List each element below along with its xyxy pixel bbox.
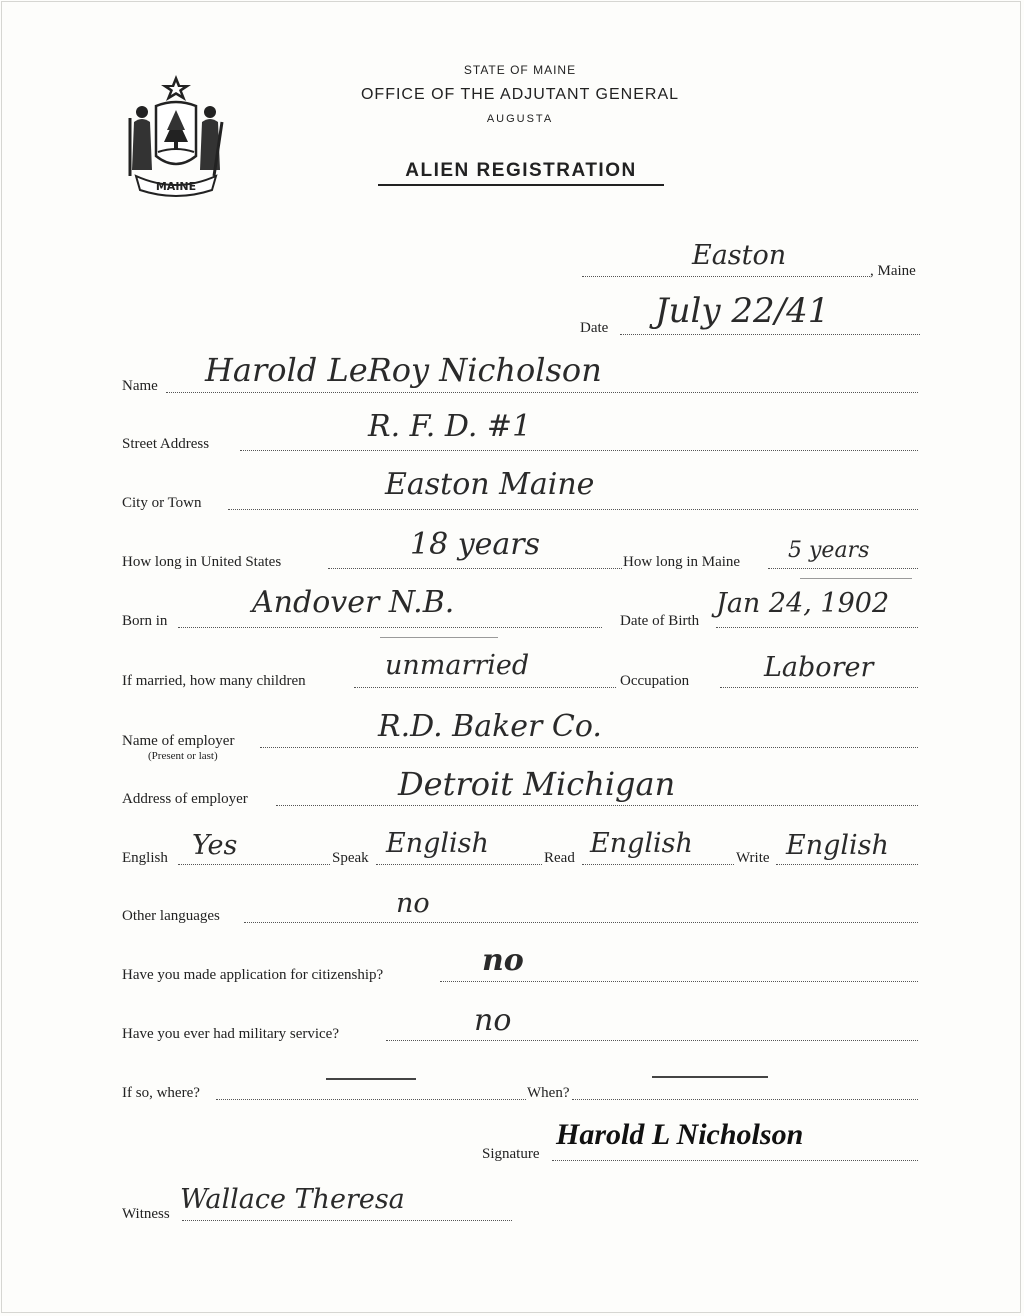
street-entry: R. F. D. #1 [368,409,532,444]
employer-note: (Present or last) [148,750,218,762]
when-dash [652,1076,768,1078]
speak-line [376,864,542,865]
where-dash [326,1078,416,1080]
military-entry: no [474,1003,512,1038]
city-line [228,509,918,510]
employer-label: Name of employer [122,733,235,749]
occupation-entry: Laborer [764,652,874,683]
english-line [178,864,330,865]
where-label: If so, where? [122,1085,200,1101]
employer-line [260,747,918,748]
military-label: Have you ever had military service? [122,1026,339,1042]
witness-entry: Wallace Theresa [180,1184,405,1215]
years-maine-entry: 5 years [788,538,870,563]
write-label: Write [736,850,770,866]
pencil-mark [380,637,498,638]
born-line [178,627,602,628]
born-label: Born in [122,613,168,629]
years-us-entry: 18 years [410,527,541,562]
years-us-label: How long in United States [122,554,282,570]
signature-line [552,1160,918,1161]
date-entry: July 22/41 [655,291,830,331]
other-languages-entry: no [396,888,430,919]
witness-label: Witness [122,1206,170,1222]
date-line [620,334,920,335]
maine-label: , Maine [870,263,916,279]
when-line [572,1099,918,1100]
name-line [166,392,918,393]
where-line [216,1099,526,1100]
employer-address-line [276,805,918,806]
signature-label: Signature [482,1146,540,1162]
name-entry: Harold LeRoy Nicholson [205,351,602,389]
employer-address-entry: Detroit Michigan [398,765,676,803]
header-office: OFFICE OF THE ADJUTANT GENERAL [360,86,680,103]
citizenship-line [440,981,918,982]
town-entry: Easton [692,240,787,271]
employer-entry: R.D. Baker Co. [378,709,602,744]
street-line [240,450,918,451]
dob-entry: Jan 24, 1902 [716,588,890,619]
citizenship-entry: no [482,943,524,978]
city-entry: Easton Maine [385,467,595,502]
speak-label: Speak [332,850,369,866]
born-entry: Andover N.B. [252,585,455,620]
other-languages-line [244,922,918,923]
citizenship-label: Have you made application for citizenship? [122,967,384,983]
read-line [582,864,734,865]
street-label: Street Address [122,436,210,452]
years-maine-label: How long in Maine [623,554,741,570]
header-city: AUGUSTA [486,113,554,125]
english-label: English [122,850,168,866]
occupation-line [720,687,918,688]
read-label: Read [544,850,575,866]
header-state: STATE OF MAINE [463,63,577,77]
write-entry: English [786,830,889,861]
dob-label: Date of Birth [620,613,700,629]
years-us-line [328,568,622,569]
occupation-label: Occupation [620,673,690,689]
town-line [582,276,870,277]
military-line [386,1040,918,1041]
when-label: When? [527,1085,570,1101]
name-label: Name [122,378,158,394]
pencil-mark [800,578,912,579]
dob-line [716,627,918,628]
write-line [776,864,918,865]
signature-entry: Harold L Nicholson [556,1118,804,1151]
read-entry: English [590,828,693,859]
children-label: If married, how many children [122,673,306,689]
other-languages-label: Other languages [122,908,220,924]
city-label: City or Town [122,495,202,511]
maine-seal-icon [122,72,230,200]
seal-banner-text: MAINE [155,180,197,193]
form-title: ALIEN REGISTRATION [378,160,664,186]
date-label: Date [580,320,609,336]
years-maine-line [768,568,918,569]
speak-entry: English [386,828,489,859]
employer-address-label: Address of employer [122,791,248,807]
english-entry: Yes [192,830,238,861]
children-line [354,687,616,688]
children-entry: unmarried [385,650,530,681]
witness-line [182,1220,512,1221]
